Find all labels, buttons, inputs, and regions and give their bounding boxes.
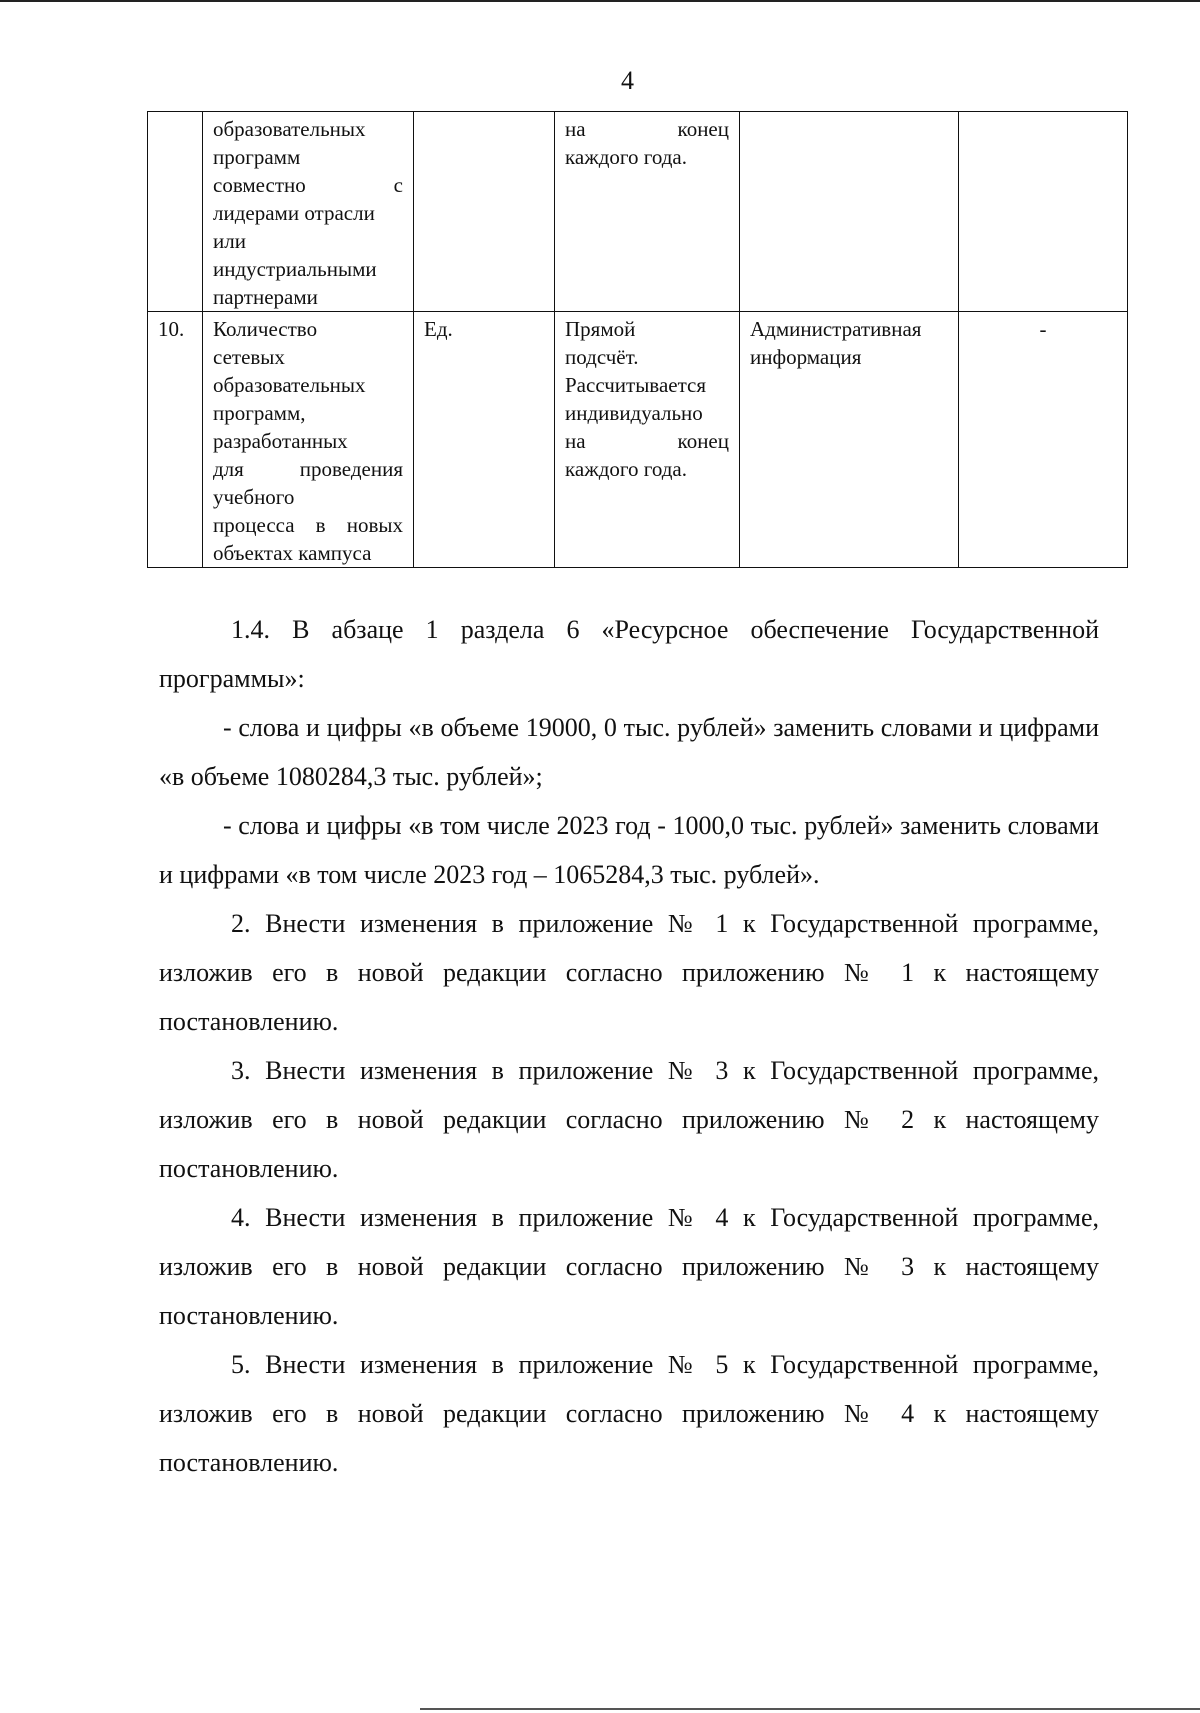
method-line: на конец bbox=[565, 429, 729, 453]
row-number-cell bbox=[148, 112, 203, 312]
indicator-name-line: программ bbox=[213, 145, 301, 169]
indicator-name-line: разработанных bbox=[213, 429, 348, 453]
method-line: Рассчитывается bbox=[565, 373, 707, 397]
method-line: индивидуально bbox=[565, 401, 703, 425]
data-source-cell: Административная информация bbox=[740, 312, 959, 568]
page-number: 4 bbox=[621, 66, 634, 95]
indicator-name-line: образовательных bbox=[213, 117, 366, 141]
indicator-name-cell bbox=[203, 112, 414, 312]
table-row bbox=[148, 112, 1128, 312]
paragraph-dash-2: - слова и цифры «в том числе 2023 год - 1000,0 тыс. рублей» заменить словами и цифрами «в том числе 2023 год – 1065284,3 тыс. рублей». bbox=[159, 811, 1099, 889]
calculation-method-cell bbox=[555, 312, 740, 568]
indicator-name-line: образовательных bbox=[213, 373, 366, 397]
document-body bbox=[159, 605, 1099, 1487]
paragraph-dash-1: - слова и цифры «в объеме 19000, 0 тыс. рублей» заменить словами и цифрами «в объеме 1080284,3 тыс. рублей»; bbox=[159, 713, 1099, 791]
unit-cell bbox=[414, 112, 555, 312]
indicator-name-line: партнерами bbox=[213, 285, 318, 309]
indicator-name-line: или bbox=[213, 229, 246, 253]
indicators-table bbox=[147, 111, 1128, 568]
indicator-name-line: лидерами отрасли bbox=[213, 201, 375, 225]
indicator-name-line: программ, bbox=[213, 401, 306, 425]
scan-edge-top bbox=[0, 0, 1200, 2]
indicator-name-line: объектах кампуса bbox=[213, 541, 372, 565]
method-line: каждого года. bbox=[565, 145, 687, 169]
calculation-method-cell bbox=[555, 112, 740, 312]
method-line: подсчёт. bbox=[565, 345, 639, 369]
indicator-name-cell bbox=[203, 312, 414, 568]
extra-cell: - bbox=[959, 312, 1128, 568]
scan-edge-bottom bbox=[420, 1708, 1200, 1710]
extra-cell bbox=[959, 112, 1128, 312]
table-row bbox=[148, 312, 1128, 568]
paragraph-2: 2. Внести изменения в приложение № 1 к Государственной программе, изложив его в новой редакции согласно приложению № 1 к настоящему постановлению. bbox=[159, 909, 1099, 1036]
paragraph-3: 3. Внести изменения в приложение № 3 к Государственной программе, изложив его в новой редакции согласно приложению № 2 к настоящему постановлению. bbox=[159, 1056, 1099, 1183]
paragraph-1-4: 1.4. В абзаце 1 раздела 6 «Ресурсное обеспечение Государственной программы»: bbox=[159, 615, 1099, 693]
indicator-name-line: Количество bbox=[213, 317, 318, 341]
indicator-name-line: сетевых bbox=[213, 345, 285, 369]
unit-cell: Ед. bbox=[414, 312, 555, 568]
indicator-name-line: для проведения bbox=[213, 457, 403, 481]
method-line: Прямой bbox=[565, 317, 636, 341]
indicator-name-line: процесса в новых bbox=[213, 513, 403, 537]
method-line: каждого года. bbox=[565, 457, 687, 481]
paragraph-4: 4. Внести изменения в приложение № 4 к Государственной программе, изложив его в новой редакции согласно приложению № 3 к настоящему постановлению. bbox=[159, 1203, 1099, 1330]
paragraph-5: 5. Внести изменения в приложение № 5 к Государственной программе, изложив его в новой редакции согласно приложению № 4 к настоящему постановлению. bbox=[159, 1350, 1099, 1477]
method-line: на конец bbox=[565, 117, 729, 141]
indicator-name-line: совместно с bbox=[213, 173, 403, 197]
indicator-name-line: учебного bbox=[213, 485, 295, 509]
indicator-name-line: индустриальными bbox=[213, 257, 377, 281]
data-source-cell bbox=[740, 112, 959, 312]
row-number-cell: 10. bbox=[148, 312, 203, 568]
